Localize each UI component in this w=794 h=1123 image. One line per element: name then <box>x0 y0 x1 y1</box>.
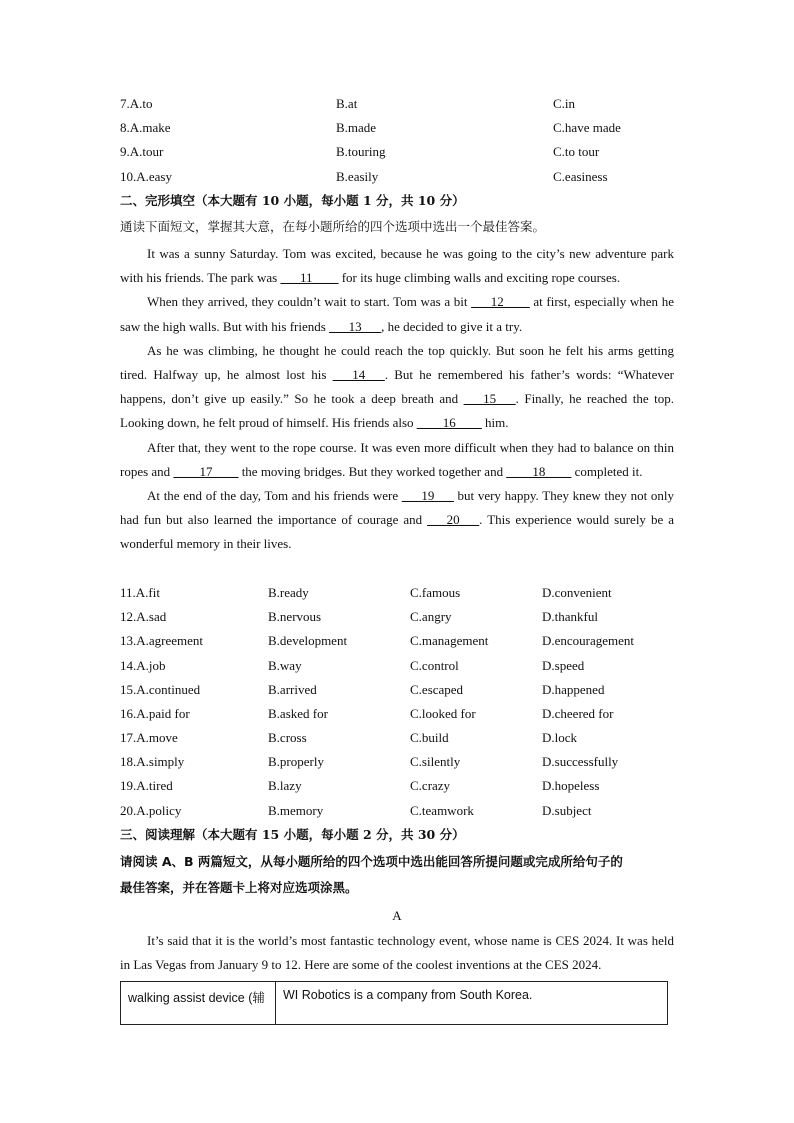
option-a: 9.A.tour <box>120 144 164 159</box>
option-row-7 <box>120 95 680 113</box>
option-b: B.memory <box>268 803 324 818</box>
option-b: B.made <box>336 120 377 135</box>
option-d: D.successfully <box>542 754 619 769</box>
option-c: C.angry <box>410 609 452 624</box>
option-b: B.way <box>268 658 302 673</box>
blank-19: ___19___ <box>401 488 454 504</box>
option-a: 10.A.easy <box>120 169 172 184</box>
option-b: B.arrived <box>268 682 317 697</box>
option-c: C.build <box>410 730 449 745</box>
option-c: C.control <box>410 658 459 673</box>
option-c: C.teamwork <box>410 803 474 818</box>
option-d: D.convenient <box>542 585 612 600</box>
option-c: C.have made <box>553 120 621 135</box>
passage-a-label: A <box>392 908 402 923</box>
option-d: D.speed <box>542 658 585 673</box>
table-cell-device: walking assist device (辅 <box>121 982 276 1025</box>
option-d: D.encouragement <box>542 633 635 648</box>
passage-a-paragraph: It’s said that it is the world’s most fantastic technology event, whose name is CES 2024. It was held in Las Vegas from January 9 to 12. Here are some of the coolest inventions at the CES 2024. <box>120 933 674 973</box>
option-a: 12.A.sad <box>120 609 167 624</box>
option-a: 18.A.simply <box>120 754 185 769</box>
blank-18: ____18____ <box>506 463 572 479</box>
option-row-11 <box>120 584 680 602</box>
option-d: D.thankful <box>542 609 598 624</box>
option-c: C.easiness <box>553 169 608 184</box>
option-b: B.at <box>336 96 358 111</box>
option-d: D.hopeless <box>542 778 600 793</box>
option-row-9 <box>120 143 680 161</box>
table-cell-description: WI Robotics is a company from South Korea. <box>276 982 668 1025</box>
cloze-passage <box>120 242 674 557</box>
blank-17: ____17____ <box>173 463 239 479</box>
option-b: B.lazy <box>268 778 302 793</box>
inventions-table <box>120 981 668 1025</box>
option-row-10 <box>120 168 680 186</box>
blank-12: ___12____ <box>471 294 530 310</box>
option-c: C.crazy <box>410 778 451 793</box>
option-row-17 <box>120 729 680 747</box>
option-a: 19.A.tired <box>120 778 173 793</box>
cloze-paragraph-3: As he was climbing, he thought he could reach the top quickly. But soon he felt his arms getting tired. Halfway up, he almost lost his ___14___. But he remembered his father’s words: “Whatever happens, don’t give up easily.” So he took a deep breath and ___15___. Finally, he reached the top. Looking down, he felt proud of himself. His friends also ____16____ him. <box>120 342 675 431</box>
option-a: 20.A.policy <box>120 803 182 818</box>
option-b: B.development <box>268 633 348 648</box>
section-2-instruction: 通读下面短文，掌握其大意，在每小题所给的四个选项中选出一个最佳答案。 <box>120 219 546 234</box>
option-c: C.famous <box>410 585 461 600</box>
blank-15: ___15___ <box>463 391 516 407</box>
option-a: 14.A.job <box>120 658 166 673</box>
option-row-15 <box>120 681 680 699</box>
option-row-8 <box>120 119 680 137</box>
cloze-paragraph-4: After that, they went to the rope course. It was even more difficult when they had to balance on thin ropes and ____17____ the moving bridges. But they worked together and ____18____ completed it. <box>120 439 674 479</box>
section-3-instruction-line-2: 最佳答案，并在答题卡上将对应选项涂黑。 <box>120 880 358 895</box>
cloze-paragraph-5: At the end of the day, Tom and his friends were ___19___ but very happy. They knew they not only had fun but also learned the importance of courage and ___20___. This experience would surely be a wonderful memory in their lives. <box>120 488 674 552</box>
option-b: B.nervous <box>268 609 322 624</box>
option-c: C.management <box>410 633 489 648</box>
passage-a-intro <box>120 929 674 977</box>
blank-20: ___20___ <box>427 512 480 528</box>
option-b: B.ready <box>268 585 309 600</box>
option-row-14 <box>120 657 680 675</box>
section-3-title: 三、阅读理解（本大题有 15 小题，每小题 2 分，共 30 分） <box>120 827 465 842</box>
option-c: C.looked for <box>410 706 476 721</box>
blank-13: ___13___ <box>329 318 382 334</box>
option-b: B.cross <box>268 730 307 745</box>
option-d: D.lock <box>542 730 578 745</box>
option-row-12 <box>120 608 680 626</box>
option-row-16 <box>120 705 680 723</box>
option-b: B.asked for <box>268 706 328 721</box>
option-c: C.in <box>553 96 576 111</box>
option-b: B.easily <box>336 169 379 184</box>
section-3-instruction-line-1: 请阅读 A、B 两篇短文，从每小题所给的四个选项中选出能回答所提问题或完成所给句子的 <box>120 854 623 869</box>
option-a: 15.A.continued <box>120 682 201 697</box>
option-d: D.happened <box>542 682 605 697</box>
option-row-19 <box>120 777 680 795</box>
blank-11: ___11____ <box>280 270 339 286</box>
option-b: B.properly <box>268 754 324 769</box>
option-a: 17.A.move <box>120 730 178 745</box>
option-a: 16.A.paid for <box>120 706 190 721</box>
option-c: C.to tour <box>553 144 600 159</box>
table-row <box>121 982 668 1025</box>
option-row-18 <box>120 753 680 771</box>
option-a: 11.A.fit <box>120 585 160 600</box>
blank-14: ___14___ <box>332 367 385 383</box>
option-d: D.subject <box>542 803 592 818</box>
option-c: C.escaped <box>410 682 464 697</box>
option-row-13 <box>120 632 680 650</box>
cloze-paragraph-1: It was a sunny Saturday. Tom was excited, because he was going to the city’s new adventure park with his friends. The park was ___11____ for its huge climbing walls and exciting rope courses. <box>120 246 674 286</box>
option-a: 8.A.make <box>120 120 171 135</box>
section-2-title: 二、完形填空（本大题有 10 小题，每小题 1 分，共 10 分） <box>120 193 465 208</box>
option-a: 13.A.agreement <box>120 633 204 648</box>
cloze-paragraph-2: When they arrived, they couldn’t wait to start. Tom was a bit ___12____ at first, especially when he saw the high walls. But with his friends ___13___, he decided to give it a try. <box>120 294 674 334</box>
option-a: 7.A.to <box>120 96 153 111</box>
option-b: B.touring <box>336 144 386 159</box>
option-d: D.cheered for <box>542 706 614 721</box>
option-row-20 <box>120 802 680 820</box>
blank-16: ____16____ <box>416 415 482 431</box>
option-c: C.silently <box>410 754 461 769</box>
